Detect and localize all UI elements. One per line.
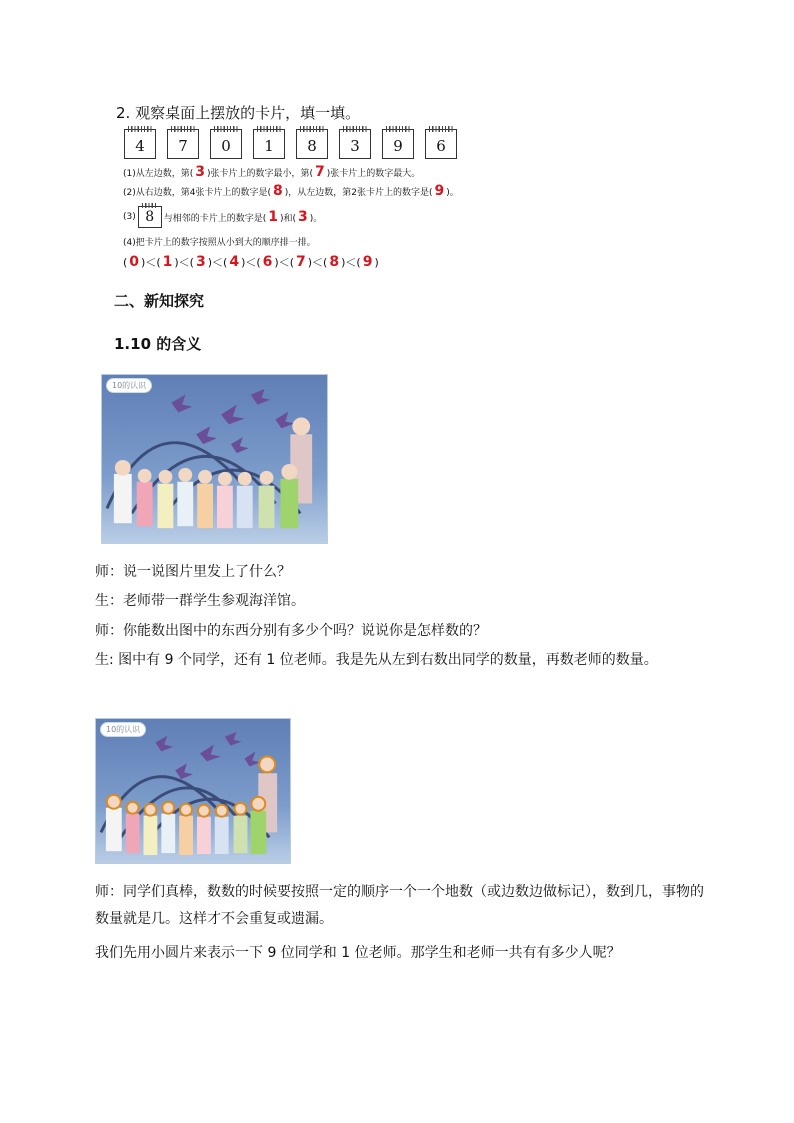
number-card: 9	[382, 129, 414, 159]
number-card: 7	[167, 129, 199, 159]
number-card: 6	[425, 129, 457, 159]
number-card: 0	[210, 129, 242, 159]
picture-tag: 10的认识	[100, 722, 146, 737]
dialogue-line-4: 生: 图中有 9 个同学，还有 1 位老师。我是先从左到右数出同学的数量，再数老师的数量。	[95, 652, 658, 668]
number-card: 4	[124, 129, 156, 159]
section-heading: 二、新知探究	[114, 292, 205, 310]
closing-paragraph-1: 师：同学们真棒，数数的时候要按照一定的顺序一个一个地数（或边数边做标记），数到几，事物的数量就是几。这样才不会重复或遗漏。	[95, 884, 704, 927]
order-answer-row: ( 0 )＜( 1 )＜( 3 )＜( 4 )＜( 6 )＜( 7 )＜( 8 )＜( 9 )	[123, 254, 379, 270]
aquarium-illustration	[101, 374, 328, 544]
sub-question-1: (1)从左边数，第( 3 )张卡片上的数字最小，第( 7 )张卡片上的数字最大。	[123, 164, 421, 180]
sub-question-4: (4)把卡片上的数字按照从小到大的顺序排一排。	[123, 238, 316, 248]
sub-question-3: (3) 8 与相邻的卡片上的数字是( 1 )和( 3 )。	[123, 206, 322, 228]
dialogue-line-1: 师：说一说图片里发上了什么？	[95, 564, 291, 580]
dialogue-line-3: 师：你能数出图中的东西分别有多少个吗？说说你是怎样数的？	[95, 623, 487, 639]
closing-paragraph-2: 我们先用小圆片来表示一下 9 位同学和 1 位老师。那学生和老师一共有有多少人呢？	[95, 945, 621, 961]
card-row	[124, 129, 457, 159]
number-card: 8	[296, 129, 328, 159]
dialogue-line-2: 生：老师带一群学生参观海洋馆。	[95, 593, 305, 609]
aquarium-illustration-marked	[95, 718, 291, 864]
picture-tag: 10的认识	[106, 378, 152, 393]
number-card: 3	[339, 129, 371, 159]
question-title: 2. 观察桌面上摆放的卡片，填一填。	[116, 104, 361, 122]
sub-question-2: (2)从右边数，第4张卡片上的数字是( 8 )，从左边数，第2张卡片上的数字是( 9 )。	[123, 183, 459, 199]
number-card: 1	[253, 129, 285, 159]
subsection-heading: 1.10 的含义	[114, 335, 202, 353]
